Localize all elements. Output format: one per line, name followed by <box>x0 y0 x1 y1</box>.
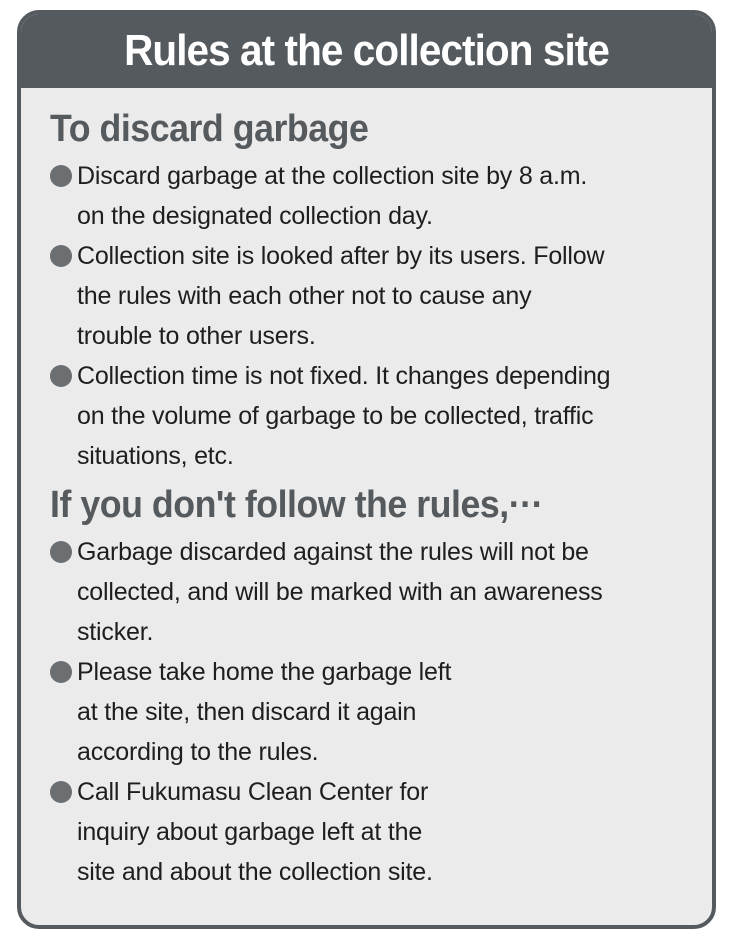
list-item <box>50 532 712 652</box>
bullet-icon <box>50 156 77 196</box>
list-item <box>50 236 712 356</box>
section-heading-discard: To discard garbage <box>50 108 369 150</box>
bullet-icon <box>50 772 77 812</box>
rule-text: Please take home the garbage left at the site, then discard it again according to the rules. <box>77 658 452 766</box>
consequence-rules-list <box>50 532 712 892</box>
page-title: Rules at the collection site <box>124 26 609 75</box>
bullet-icon <box>50 356 77 396</box>
bullet-icon <box>50 236 77 276</box>
rule-text: Garbage discarded against the rules will not be collected, and will be marked with an awareness sticker. <box>77 538 603 646</box>
list-item <box>50 652 712 772</box>
list-item <box>50 772 712 892</box>
card-body <box>21 88 712 892</box>
title-bar <box>21 14 712 88</box>
discard-rules-list <box>50 156 712 476</box>
list-item <box>50 156 712 236</box>
rules-card <box>17 10 716 929</box>
bullet-icon <box>50 652 77 692</box>
rule-text: Collection site is looked after by its users. Follow the rules with each other not to cause any trouble to other users. <box>77 242 605 350</box>
list-item <box>50 356 712 476</box>
rule-text: Collection time is not fixed. It changes depending on the volume of garbage to be collected, traffic situations, etc. <box>77 362 611 470</box>
bullet-icon <box>50 532 77 572</box>
rule-text: Discard garbage at the collection site by 8 a.m. on the designated collection day. <box>77 162 588 230</box>
section-heading-consequences: If you don't follow the rules,··· <box>50 484 544 526</box>
rule-text: Call Fukumasu Clean Center for inquiry about garbage left at the site and about the collection site. <box>77 778 433 886</box>
